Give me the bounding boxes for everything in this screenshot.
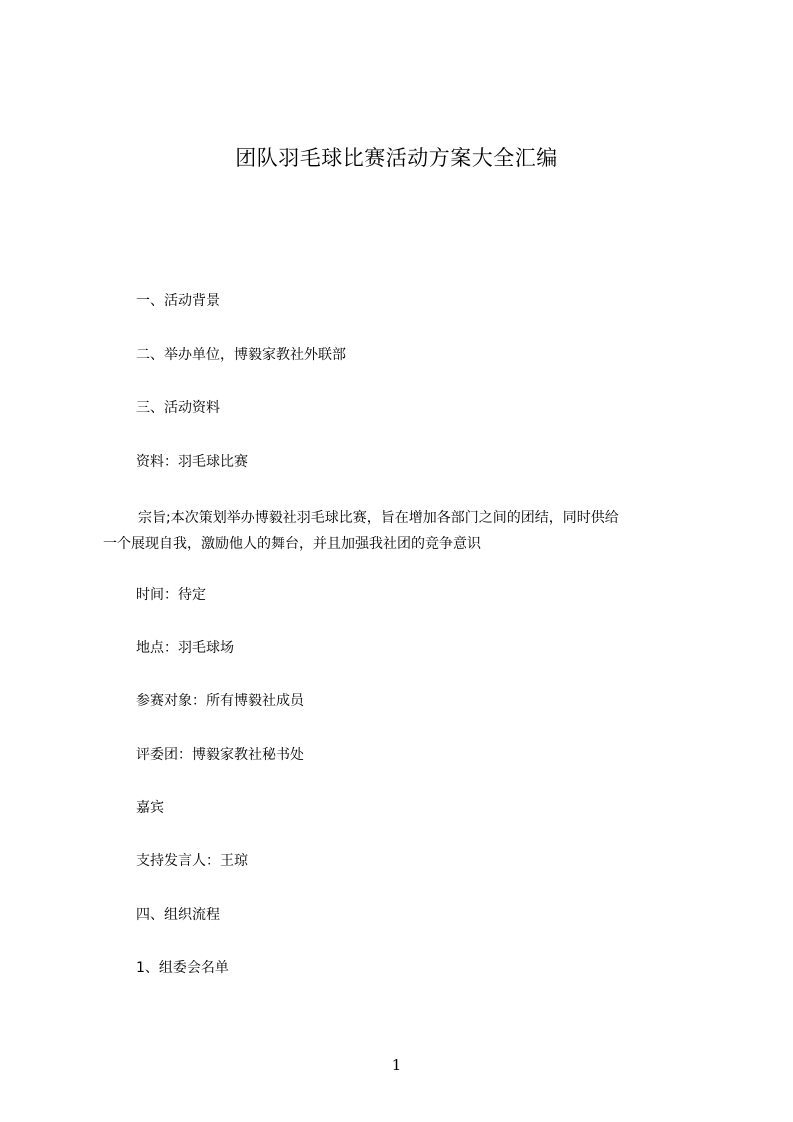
paragraph-purpose-line-2: 一个展现自我，激励他人的舞台，并且加强我社团的竞争意识 — [103, 536, 481, 552]
section-heading-background: 一、活动背景 — [136, 293, 220, 309]
paragraph-committee: 1、组委会名单 — [136, 960, 229, 976]
paragraph-participants: 参赛对象：所有博毅社成员 — [136, 693, 304, 709]
paragraph-judges: 评委团：博毅家教社秘书处 — [136, 747, 304, 763]
page-number: 1 — [391, 1056, 402, 1074]
section-heading-content: 三、活动资料 — [136, 400, 220, 416]
paragraph-content: 资料：羽毛球比赛 — [136, 454, 248, 470]
paragraph-guests: 嘉宾 — [136, 800, 164, 816]
paragraph-purpose-line-1: 宗旨;本次策划举办博毅社羽毛球比赛，旨在增加各部门之间的团结，同时供给 — [138, 510, 619, 526]
paragraph-time: 时间：待定 — [136, 587, 206, 603]
document-title: 团队羽毛球比赛活动方案大全汇编 — [235, 146, 558, 170]
paragraph-location: 地点：羽毛球场 — [136, 640, 234, 656]
paragraph-host: 支持发言人：王琼 — [136, 853, 248, 869]
section-heading-organizer: 二、举办单位，博毅家教社外联部 — [136, 347, 346, 363]
paragraph-purpose — [103, 505, 703, 557]
section-heading-process: 四、组织流程 — [136, 907, 220, 923]
